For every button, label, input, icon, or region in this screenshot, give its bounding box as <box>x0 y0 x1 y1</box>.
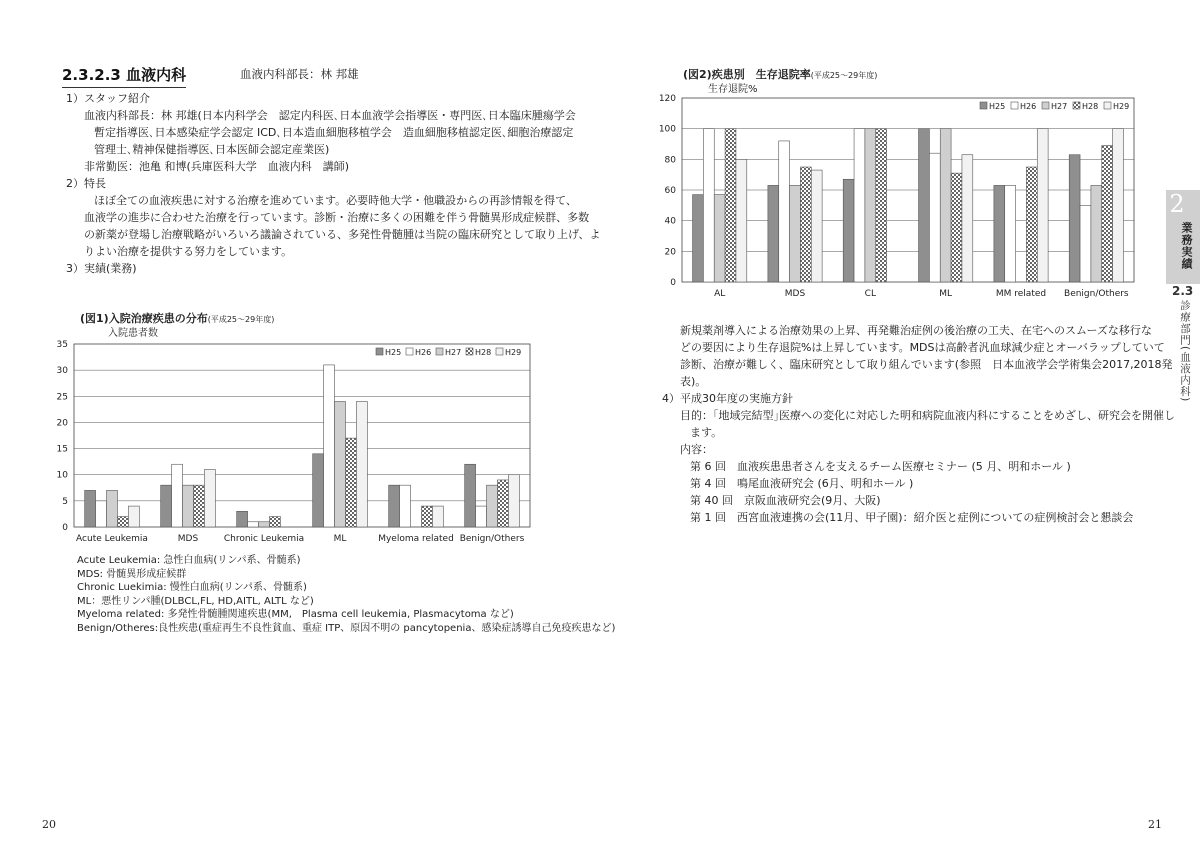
legend-swatch <box>1104 102 1111 109</box>
bar-h25 <box>994 185 1005 282</box>
bar-h29 <box>1037 129 1048 282</box>
chapter-number: 2 <box>1169 190 1185 218</box>
legend-label: H27 <box>1051 102 1068 111</box>
bar-h27 <box>335 402 346 527</box>
bar-h27 <box>487 485 498 527</box>
staff-line: 管理士､精神保健指導医､日本医師会認定産業医) <box>94 143 330 156</box>
bar-h25 <box>919 129 930 282</box>
bar-h28 <box>193 485 204 527</box>
x-tick-label: MM related <box>995 289 1047 299</box>
legend-label: H26 <box>1020 102 1037 111</box>
y-tick-label: 80 <box>664 155 676 166</box>
abbreviation-item: Benign/Otheres:良性疾患(重症再生不良性貧血、重症 ITP、原因不明の pancytopenia、感染症誘導自己免疫疾患など) <box>77 622 616 634</box>
staff-block <box>66 90 601 277</box>
x-tick-label: Chronic Leukemia <box>223 534 305 544</box>
legend-label: H26 <box>415 348 432 357</box>
bar-h29 <box>811 170 822 282</box>
bar-h29 <box>128 506 139 527</box>
bar-h28 <box>497 480 508 527</box>
x-tick-label: MDS <box>784 289 806 299</box>
x-tick-label: ML <box>939 289 953 299</box>
bar-h26 <box>779 141 790 282</box>
plan-item: 第 40 回 京阪血液研究会(9月、大阪) <box>690 494 881 507</box>
plot-frame <box>74 344 530 527</box>
bar-h25 <box>237 511 248 527</box>
x-tick-label: Benign/Others <box>1064 289 1129 299</box>
bar-h25 <box>313 454 324 527</box>
legend-label: H25 <box>989 102 1006 111</box>
x-tick-label: ML <box>333 534 347 544</box>
bar-h27 <box>183 485 194 527</box>
y-tick-label: 5 <box>62 496 68 507</box>
legend-label: H29 <box>1113 102 1130 111</box>
bar-h26 <box>854 129 865 282</box>
plan-item: 第 4 回 鳴尾血液研究会 (6月、明和ホール ) <box>690 477 914 490</box>
bar-h27 <box>107 490 118 527</box>
bar-h28 <box>117 517 128 527</box>
legend-swatch <box>376 348 383 355</box>
bar-h26 <box>324 365 335 527</box>
staff-line: 非常勤医：池亀 和博(兵庫医科大学 血液内科 講師) <box>84 160 350 173</box>
y-tick-label: 30 <box>56 366 68 377</box>
legend-label: H25 <box>385 348 402 357</box>
bar-h25 <box>161 485 172 527</box>
bar-h25 <box>465 464 476 527</box>
figure1-title-note: (平成25～29年度) <box>207 315 275 324</box>
y-tick-label: 100 <box>658 124 676 135</box>
legend-swatch <box>436 348 443 355</box>
paragraph-line: 診断、治療が難しく、臨床研究として取り組んでいます(参照 日本血液学会学術集会2017,2018発 <box>680 358 1173 371</box>
bar-h29 <box>508 475 519 527</box>
staff-line: 血液内科部長：林 邦雄(日本内科学会 認定内科医､日本血液学会指導医・専門医､日本臨床腫瘍学会 <box>84 109 576 122</box>
bar-h29 <box>962 155 973 282</box>
abbreviation-item: ML：悪性リンパ腫(DLBCL,FL, HD,AITL, ALTL など) <box>77 595 314 607</box>
x-tick-label: Acute Leukemia <box>76 534 148 544</box>
features-line: の新薬が登場し治療戦略がいろいろ議論されている、多発性骨髄腫は当院の臨床研究として取り上げ、よ <box>84 228 601 241</box>
bar-h26 <box>929 153 940 282</box>
bar-h28 <box>345 438 356 527</box>
y-tick-label: 20 <box>664 247 676 258</box>
y-tick-label: 25 <box>56 392 68 403</box>
y-tick-label: 60 <box>664 186 676 196</box>
plan-item: 第 1 回 西宮血液連携の会(11月、甲子園)：紹介医と症例についての症例検討会と懇談会 <box>690 511 1134 524</box>
bar-h27 <box>259 522 270 527</box>
legend-swatch <box>1073 102 1080 109</box>
department-head: 血液内科部長：林 邦雄 <box>240 67 359 81</box>
bar-h28 <box>800 167 811 282</box>
legend-label: H28 <box>1082 102 1099 111</box>
bar-h29 <box>1113 129 1124 282</box>
abbreviation-item: Acute Leukemia: 急性白血病(リンパ系、骨髄系) <box>77 555 301 566</box>
section-index: 2.3 <box>1172 284 1194 298</box>
abbreviation-item: Myeloma related: 多発性骨髄腫関連疾患(MM, Plasma cell leukemia, Plasmacytoma など) <box>77 609 514 620</box>
bar-h26 <box>400 485 411 527</box>
y-tick-label: 10 <box>56 470 68 481</box>
bar-h28 <box>1102 146 1113 282</box>
outcome-paragraph <box>662 322 1175 526</box>
bar-h25 <box>1069 155 1080 282</box>
features-line: りよい治療を提供する努力をしています。 <box>84 245 293 258</box>
page-number-left: 20 <box>42 818 56 831</box>
bar-h25 <box>768 185 779 282</box>
bar-h28 <box>725 129 736 282</box>
features-heading: 2）特長 <box>66 177 106 190</box>
features-line: 血液学の進歩に合わせた治療を行っています。診断・治療に多くの困難を伴う骨髄異形成症候群、多数 <box>84 211 590 224</box>
y-tick-label: 120 <box>658 94 676 104</box>
paragraph-line: 新規薬剤導入による治療効果の上昇、再発難治症例の後治療の工夫、在宅へのスムーズな移行な <box>680 324 1152 337</box>
legend-label: H27 <box>445 348 462 357</box>
paragraph-line: どの要因により生存退院%は上昇しています。MDSは高齢者汎血球減少症とオーバラップしていて <box>680 341 1165 354</box>
staff-line: 暫定指導医､日本感染症学会認定 ICD､日本造血細胞移植学会 造血細胞移植認定医､細胞治療認定 <box>94 126 574 139</box>
y-tick-label: 40 <box>664 216 676 227</box>
figure1-title-text: (図1)入院治療疾患の分布 <box>80 312 208 325</box>
figure2-title-note: (平成25～29年度) <box>810 71 878 80</box>
y-tick-label: 20 <box>56 418 68 429</box>
bar-h26 <box>172 464 183 527</box>
plan-purpose-line: 目的：｢地域完結型｣医療への変化に対応した明和病院血液内科にすることをめざし、研究会を開催し <box>680 409 1175 422</box>
legend-swatch <box>1011 102 1018 109</box>
bar-h26 <box>96 501 107 527</box>
bar-h26 <box>703 129 714 282</box>
bar-h25 <box>389 485 400 527</box>
figure2-subtitle: 生存退院% <box>708 84 758 95</box>
figure1-subtitle: 入院患者数 <box>108 328 158 339</box>
bar-h27 <box>714 195 725 282</box>
plan-content-label: 内容： <box>680 443 713 456</box>
y-tick-label: 15 <box>56 444 68 455</box>
bar-h29 <box>432 506 443 527</box>
legend-label: H28 <box>475 348 492 357</box>
bar-h27 <box>790 185 801 282</box>
section-sublabel: 診療部門(血液内科) <box>1179 300 1191 403</box>
bar-h26 <box>248 522 259 527</box>
bar-h28 <box>421 506 432 527</box>
legend-swatch <box>1042 102 1049 109</box>
bar-h29 <box>204 469 215 527</box>
features-line: ほぼ全ての血液疾患に対する治療を進めています。必要時他大学・他職設からの再診情報を得て、 <box>94 194 577 207</box>
bar-h29 <box>736 159 747 282</box>
legend-swatch <box>406 348 413 355</box>
legend-swatch <box>466 348 473 355</box>
x-tick-label: CL <box>864 289 876 299</box>
x-tick-label: Myeloma related <box>378 534 454 544</box>
legend-swatch <box>496 348 503 355</box>
section-number: 2.3.2.3 <box>62 66 121 84</box>
plan-purpose-line: ます。 <box>690 426 723 439</box>
bar-h29 <box>356 402 367 527</box>
bar-h26 <box>1005 185 1016 282</box>
section-title-text: 血液内科 <box>126 66 187 84</box>
bar-h27 <box>940 129 951 282</box>
bar-h28 <box>269 517 280 527</box>
bar-h28 <box>876 129 887 282</box>
figure2-title-text: (図2)疾患別 生存退院率 <box>683 68 811 81</box>
plan-heading: 4）平成30年度の実施方針 <box>662 392 793 405</box>
bar-h27 <box>865 129 876 282</box>
bar-h28 <box>951 173 962 282</box>
abbreviation-item: Chronic Luekimia: 慢性白血病(リンパ系、骨髄系) <box>77 582 307 593</box>
plan-item: 第 6 回 血液疾患患者さんを支えるチーム医療セミナー (5 月、明和ホール ) <box>690 460 1071 473</box>
abbreviation-list <box>77 554 615 635</box>
x-tick-label: Benign/Others <box>459 534 525 544</box>
page-number-right: 21 <box>1148 818 1162 831</box>
legend-swatch <box>980 102 987 109</box>
bar-h25 <box>693 195 704 282</box>
y-tick-label: 0 <box>62 523 68 533</box>
paragraph-line: 表)。 <box>680 375 707 388</box>
section-title <box>62 64 186 88</box>
bar-h25 <box>843 179 854 282</box>
bar-h26 <box>476 506 487 527</box>
results-heading: 3）実績(業務) <box>66 262 137 275</box>
bar-h28 <box>1026 167 1037 282</box>
y-tick-label: 35 <box>56 340 68 350</box>
abbreviation-item: MDS: 骨髄異形成症候群 <box>77 568 187 580</box>
y-tick-label: 0 <box>670 278 676 288</box>
bar-h26 <box>1080 205 1091 282</box>
bar-h25 <box>85 490 96 527</box>
chapter-label: 業務実績 <box>1180 222 1193 270</box>
figure1-chart <box>40 336 540 548</box>
figure2-chart <box>650 90 1140 300</box>
legend-label: H29 <box>505 348 522 357</box>
staff-heading: 1）スタッフ紹介 <box>66 92 150 105</box>
x-tick-label: AL <box>714 289 726 299</box>
x-tick-label: MDS <box>177 534 199 544</box>
bar-h27 <box>1091 185 1102 282</box>
